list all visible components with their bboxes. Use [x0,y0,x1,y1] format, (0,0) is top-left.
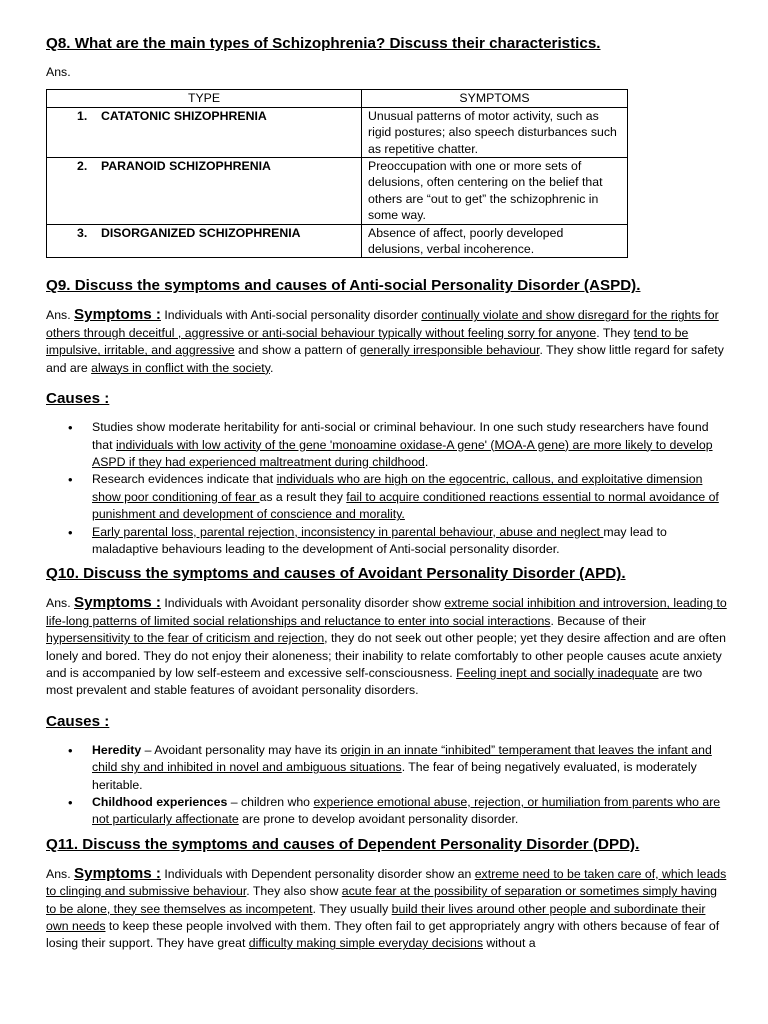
text: as a result they [259,489,347,504]
text: without a [483,936,536,951]
underlined-text: fail to acquire conditioned reactions essential to normal avoidance of punishment and development of conscience and morality. [92,489,719,522]
text: and show a pattern of [234,343,360,358]
underlined-text: Feeling inept and socially inadequate [456,665,659,680]
underlined-text: generally irresponsible behaviour [359,343,540,358]
underlined-text: origin in an innate “inhibited” temperament that leaves the infant and child shy and inhibited in novel and ambiguous situations [92,742,712,775]
list-item [92,794,730,829]
underlined-text: experience emotional abuse, rejection, or humiliation from parents who are not particularly affectionate [92,795,721,827]
underlined-text: always in conflict with the society [91,360,270,375]
text: Individuals with Dependent personality disorder show an [160,866,475,881]
row-type: PARANOID SCHIZOPHRENIA [101,159,271,174]
q11-symptoms-paragraph [46,865,730,953]
row-symptoms: Absence of affect, poorly developed delusions, verbal incoherence. [362,224,628,258]
underlined-text: individuals who are high on the egocentric, callous, and exploitative dimension show poor conditioning of fear [92,472,703,504]
q11-heading: Q11. Discuss the symptoms and causes of Dependent Personality Disorder (DPD). [46,835,640,853]
text: . The fear of being negatively evaluated, is moderately heritable. [92,760,697,792]
underlined-text: build their lives around other people and subordinate their own needs [46,901,706,934]
q8-heading: Q8. What are the main types of Schizophrenia? Discuss their characteristics. [46,35,601,52]
text: . [424,454,429,469]
text: Studies show moderate heritability for anti-social or criminal behaviour. In one such study researchers have found that [92,420,709,452]
underlined-text: difficulty making simple everyday decisions [248,936,483,951]
bold-text: Heredity [92,742,142,757]
text: are two most prevalent and stable features of avoidant personality disorders. [46,665,703,698]
text: . They also show [246,884,342,899]
q10-causes-label: Causes : [46,712,110,730]
text: Research evidences indicate that [92,472,277,487]
ans-label: Ans. [46,866,71,881]
q9-causes-list [46,419,730,558]
text: . They usually [312,901,392,916]
row-number: 2. [77,159,88,174]
symptoms-label: Symptoms : [74,594,161,612]
row-number: 3. [77,225,88,240]
underlined-text: hypersensitivity to the fear of criticism and rejection [46,631,325,646]
schizophrenia-types-table [46,89,628,258]
table-row [47,107,628,157]
row-type: CATATONIC SHIZOPHRENIA [101,108,267,123]
table-header-row [47,90,628,107]
text: – children who [227,795,314,809]
text: Individuals with Avoidant personality disorder show [160,596,445,611]
row-number: 1. [77,108,88,123]
symptoms-label: Symptoms : [74,306,161,324]
table-row [47,224,628,258]
underlined-text: individuals with low activity of the gene 'monoamine oxidase-A gene' (MOA-A gene) are more likely to develop ASPD if they had experienced maltreatment during childhood [92,437,713,469]
underlined-text: extreme need to be taken care of, which leads to clinging and submissive behaviour [46,866,727,899]
text: . They show little regard for safety and are [46,343,724,375]
text: , they do not seek out other people; yet they desire affection and are often lonely and bored. They do not enjoy their aloneness; their inability to relate comfortably to other people causes acute anxiety and is accompanied by low self-esteem and excessive self-consciousness. [46,631,726,680]
ans-label: Ans. [46,308,71,323]
list-item [92,471,730,523]
q10-symptoms-paragraph [46,594,730,699]
list-item [92,419,730,471]
text: . Because of their [550,613,647,628]
q9-symptoms-paragraph [46,306,730,377]
text: . [269,360,274,375]
text: are prone to develop avoidant personality disorder. [238,812,519,827]
text: may lead to maladaptive behaviours leading to the development of Anti-social personality disorder. [92,524,667,556]
q10-heading: Q10. Discuss the symptoms and causes of Avoidant Personality Disorder (APD). [46,565,626,583]
ans-label: Ans. [46,596,71,611]
symptoms-label: Symptoms : [74,864,161,882]
table-header-symptoms: SYMPTOMS [362,90,628,107]
text: to keep these people involved with them. They often fail to get appropriately angry with others because of fear of losing their support. They have great [46,919,720,951]
table-row [47,158,628,225]
q8-ans: Ans. [46,65,71,79]
underlined-text: extreme social inhibition and introversion, leading to life-long patterns of limited social relationships and reluctance to enter into social interactions [46,596,727,628]
underlined-text: continually violate and show disregard for the rights for others through deceitful , aggressive or anti-social behaviour typically without feeling sorry for anyone [46,308,719,340]
row-type: DISORGANIZED SCHIZOPHRENIA [101,225,301,240]
text: . They [596,325,634,340]
q10-causes-list [46,742,730,829]
list-item [92,742,730,794]
q9-causes-label: Causes : [46,390,110,408]
underlined-text: Early parental loss, parental rejection, inconsistency in parental behaviour, abuse and neglect [92,524,604,539]
row-symptoms: Preoccupation with one or more sets of delusions, often centering on the belief that others are “out to get” the schizophrenic in some way. [362,158,628,225]
bold-text: Childhood experiences [92,795,228,809]
underlined-text: acute fear at the possibility of separation or sometimes simply having to be alone, they see themselves as incompetent [46,884,718,916]
text: Individuals with Anti-social personality disorder [160,308,422,323]
document-content [46,30,730,953]
q9-heading: Q9. Discuss the symptoms and causes of Anti-social Personality Disorder (ASPD). [46,277,641,295]
underlined-text: tend to be impulsive, irritable, and aggressive [46,325,689,358]
row-symptoms: Unusual patterns of motor activity, such as rigid postures; also speech disturbances such as repetitive chatter. [362,107,628,157]
text: – Avoidant personality may have its [141,742,341,757]
table-header-type: TYPE [47,90,362,107]
list-item [92,524,730,559]
